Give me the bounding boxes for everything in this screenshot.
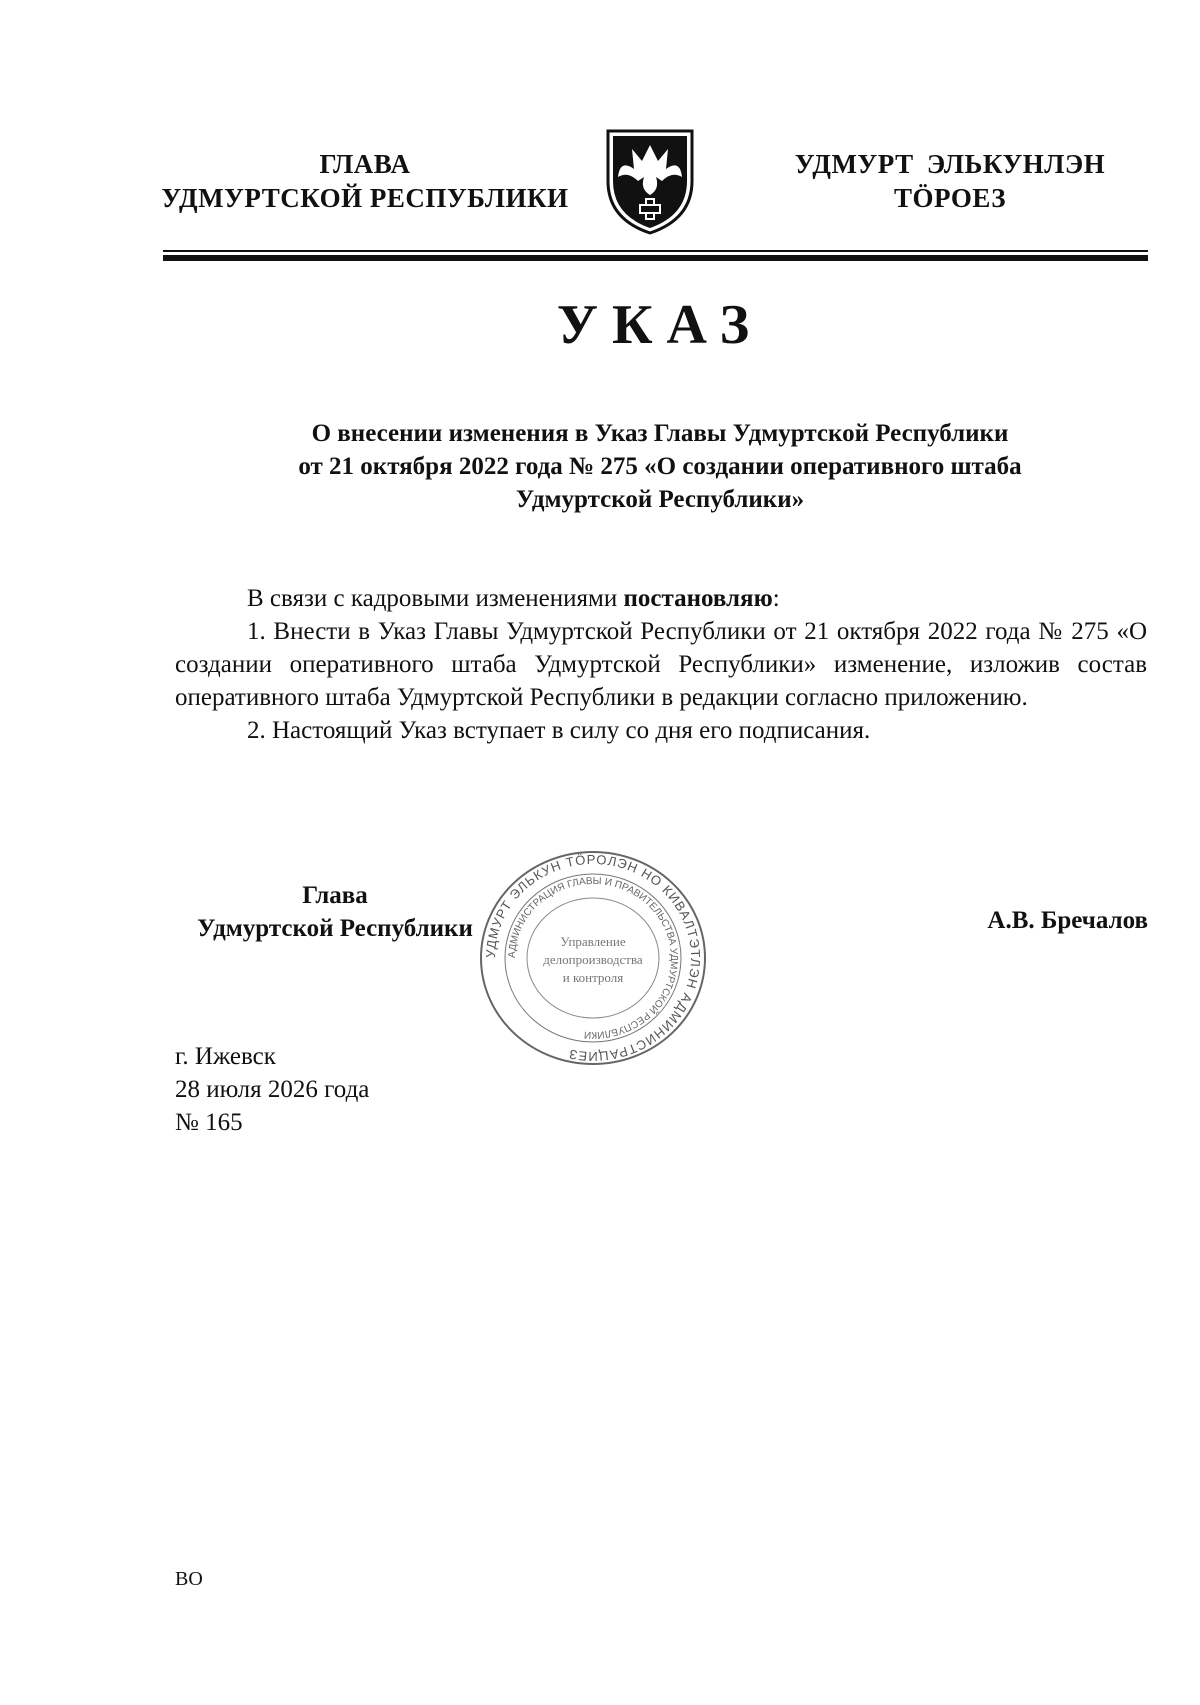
seal-center-line1: Управление — [560, 934, 626, 949]
document-date: 28 июля 2026 года — [175, 1076, 370, 1103]
issuer-udmurt-line2: ТӦРОЕЗ — [894, 183, 1006, 213]
subject-line1: О внесении изменения в Указ Главы Удмуртской Республики — [311, 420, 1009, 447]
issuer-udmurt — [760, 147, 1140, 215]
document-body — [175, 582, 1147, 747]
issuer-udmurt-line1: УДМУРТ ЭЛЬКУНЛЭН — [794, 149, 1106, 179]
official-seal — [473, 848, 713, 1068]
executor-initials: ВО — [175, 1568, 203, 1590]
issuer-line1: ГЛАВА — [319, 149, 411, 179]
udmurt-coat-of-arms-icon — [598, 123, 702, 237]
position-line2: Удмуртской Республики — [197, 915, 473, 942]
seal-outer-text: УДМУРТ ЭЛЬКУН ТӦРОЛЭН НО КИВАЛТЭТЛЭН АДМИНИСТРАЦИЕЗ — [482, 851, 704, 1065]
document-number: № 165 — [175, 1109, 243, 1136]
position-line1: Глава — [302, 882, 368, 909]
seal-center-line3: и контроля — [562, 970, 624, 985]
intro-colon: : — [772, 585, 780, 612]
seal-inner-text: АДМИНИСТРАЦИЯ ГЛАВЫ И ПРАВИТЕЛЬСТВА УДМУРТСКОЙ РЕСПУБЛИКИ — [506, 875, 680, 1041]
intro-text: В связи с кадровыми изменениями — [247, 585, 624, 612]
body-item-2: 2. Настоящий Указ вступает в силу со дня его подписания. — [247, 717, 871, 744]
document-title: УКАЗ — [556, 294, 764, 356]
document-subject — [175, 417, 1145, 516]
body-item-1: 1. Внести в Указ Главы Удмуртской Республики от 21 октября 2022 года № 275 «О создании оперативного штаба Удмуртской Республики» изменение, изложив состав оперативного штаба Удмуртской Республики в редакции согласно приложению. — [175, 618, 1147, 711]
signatory-name: А.В. Бречалов — [987, 907, 1148, 934]
header-divider — [163, 250, 1148, 266]
body-intro — [175, 582, 1147, 615]
document-place-date — [175, 1040, 369, 1139]
signatory-position — [175, 879, 495, 945]
intro-verb: постановляю — [623, 585, 773, 612]
document-city: г. Ижевск — [175, 1043, 276, 1070]
seal-center-line2: делопроизводства — [543, 952, 643, 967]
issuer-russian — [150, 147, 580, 215]
divider-thin-line — [163, 250, 1148, 252]
divider-thick-line — [163, 255, 1148, 261]
subject-line3: Удмуртской Республики» — [515, 486, 805, 513]
issuer-line2: УДМУРТСКОЙ РЕСПУБЛИКИ — [161, 183, 569, 213]
subject-line2: от 21 октября 2022 года № 275 «О создании оперативного штаба — [298, 453, 1022, 480]
